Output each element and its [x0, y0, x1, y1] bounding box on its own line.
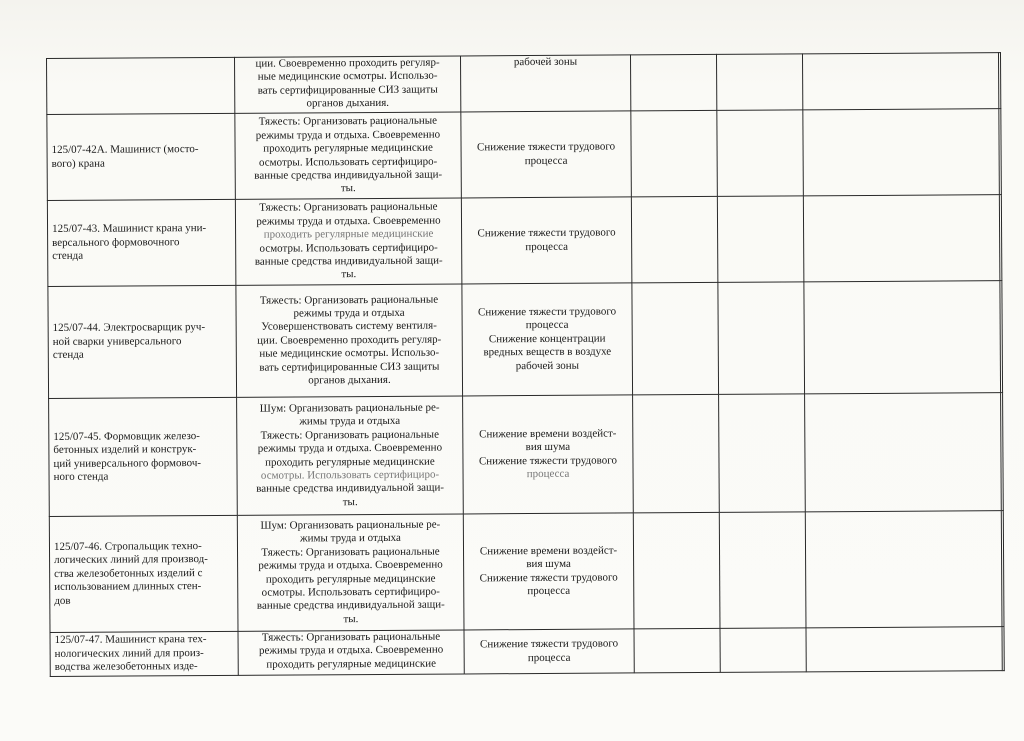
position-cell: 125/07-46. Стропальщик техно- логических линий для производ- ства железобетонных изделий с использованием длинных стен- дов: [49, 515, 238, 632]
empty-cell: [632, 282, 719, 395]
empty-cell: [719, 512, 806, 629]
position-cell: [47, 57, 235, 114]
table-row: [50, 627, 1004, 677]
table-row: [48, 281, 1003, 399]
position-cell: 125/07-44. Электросварщик руч- ной сварки универсального стенда: [48, 285, 237, 398]
empty-cell: [802, 53, 998, 110]
position-cell: 125/07-43. Машинист крана уни- версального формовочного стенда: [47, 199, 236, 286]
goal-cell: Снижение тяжести трудового процесса: [461, 197, 632, 284]
empty-cell: [717, 196, 804, 283]
empty-cell: [1001, 393, 1004, 511]
table-row: [49, 393, 1004, 517]
empty-cell: [805, 511, 1002, 628]
goal-cell: Снижение тяжести трудового процесса: [464, 629, 634, 674]
table-row: [49, 511, 1004, 633]
empty-cell: [717, 110, 804, 197]
empty-cell: [718, 282, 805, 395]
measures-cell: Шум: Организовать рациональные ре- жимы труда и отдыха Тяжесть: Организовать рациональные режимы труда и отдыха. Своевременно проходить регулярные медицинские осмотры. Использовать сертифициро- ванные средства индивидуальной защи- ты.: [237, 514, 464, 631]
goal-cell: Снижение времени воздейст- вия шума Снижение тяжести трудового процесса: [463, 513, 634, 630]
table-row: [47, 53, 1001, 115]
position-cell: 125/07-45. Формовщик железо- бетонных изделий и конструк- ций универсального формовоч- ного стенда: [49, 397, 238, 516]
empty-cell: [631, 110, 718, 197]
empty-cell: [630, 54, 716, 111]
empty-cell: [805, 393, 1002, 512]
goal-cell: рабочей зоны: [460, 55, 630, 112]
measures-cell: Шум: Организовать рациональные ре- жимы труда и отдыха Тяжесть: Организовать рациональные режимы труда и отдыха. Своевременно проходить регулярные медицинские осмотры. Использовать сертифициро- ванные средства индивидуальной защи- ты.: [237, 396, 464, 515]
empty-cell: [719, 394, 806, 513]
empty-cell: [998, 53, 1000, 109]
empty-cell: [633, 394, 720, 513]
position-cell: 125/07-47. Машинист крана тех- нологических линий для произ- водства железобетонных изде-: [50, 631, 238, 676]
empty-cell: [634, 628, 720, 673]
table-row: [47, 109, 1002, 201]
empty-cell: [1001, 511, 1004, 627]
empty-cell: [806, 627, 1002, 672]
empty-cell: [999, 109, 1002, 195]
measures-cell: Тяжесть: Организовать рациональные режимы труда и отдыха. Своевременно проходить регулярные медицинские осмотры. Использовать сертифициро- ванные средства индивидуальной защи- ты.: [235, 198, 462, 285]
measures-cell: Тяжесть: Организовать рациональные режимы труда и отдыха. Своевременно проходить регулярные медицинские: [238, 630, 464, 675]
measures-cell: ции. Своевременно проходить регуляр- ные медицинские осмотры. Использо- вать сертифицированные СИЗ защиты органов дыхания.: [234, 56, 460, 113]
empty-cell: [1002, 627, 1004, 671]
empty-cell: [1000, 281, 1003, 393]
empty-cell: [803, 195, 1000, 282]
goal-cell: Снижение тяжести трудового процесса Снижение концентрации вредных веществ в воздухе рабочей зоны: [462, 283, 633, 396]
measures-cell: Тяжесть: Организовать рациональные режимы труда и отдыха. Своевременно проходить регулярные медицинские осмотры. Использовать сертифициро- ванные средства индивидуальной защи- ты.: [235, 112, 462, 199]
table-row: [47, 195, 1002, 287]
empty-cell: [633, 512, 720, 629]
empty-cell: [999, 195, 1002, 281]
empty-cell: [631, 196, 718, 283]
empty-cell: [803, 109, 1000, 196]
empty-cell: [716, 54, 802, 111]
empty-cell: [804, 281, 1001, 394]
empty-cell: [720, 628, 806, 673]
measures-table: [46, 52, 1005, 677]
measures-cell: Тяжесть: Организовать рациональные режимы труда и отдыха Усовершенствовать систему вентиля- ции. Своевременно проходить регуляр- ные медицинские осмотры. Использо- вать сертифицированные СИЗ защиты органов дыхания.: [236, 284, 463, 397]
goal-cell: Снижение тяжести трудового процесса: [461, 111, 632, 198]
position-cell: 125/07-42А. Машинист (мосто- вого) крана: [47, 113, 236, 200]
goal-cell: Снижение времени воздейст- вия шума Снижение тяжести трудового процесса: [463, 395, 634, 514]
